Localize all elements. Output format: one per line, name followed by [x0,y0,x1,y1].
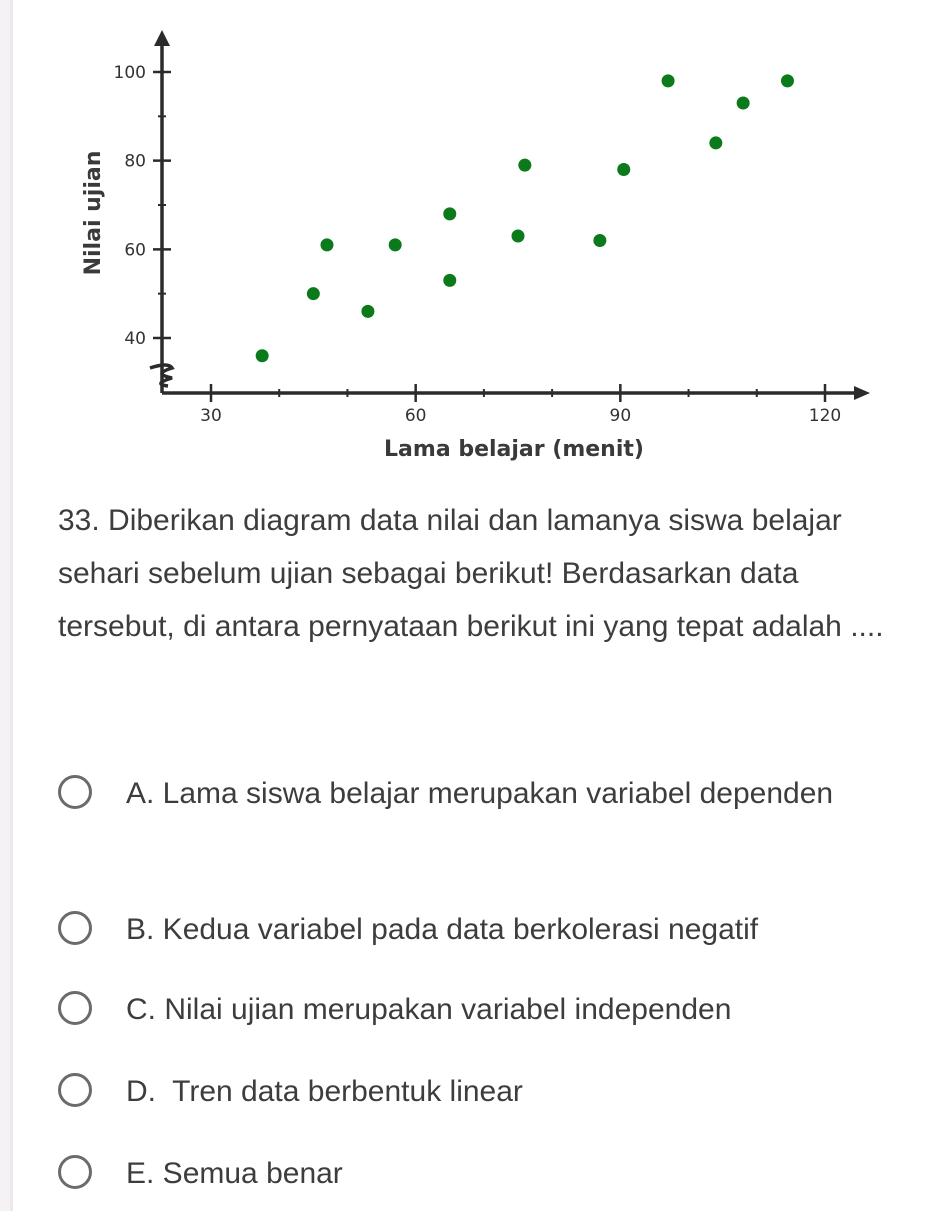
option-e-label: E. Semua benar [126,1157,343,1190]
svg-text:120: 120 [808,406,842,426]
question-text: 33. Diberikan diagram data nilai dan lamanya siswa belajar sehari sebelum ujian sebagai berikut! Berdasarkan data tersebut, di antara pernyataan berikut ini yang tepat adalah .... [58,504,884,643]
option-c-label: C. Nilai ujian merupakan variabel independen [126,993,732,1026]
option-e[interactable] [58,1147,898,1200]
option-a-label: A. Lama siswa belajar merupakan variabel dependen [126,777,834,810]
option-c[interactable] [58,983,898,1036]
radio-circle-icon[interactable] [58,1073,92,1107]
option-b[interactable] [58,903,898,956]
svg-text:30: 30 [200,406,222,426]
radio-circle-icon[interactable] [58,991,92,1025]
svg-text:Lama belajar (menit): Lama belajar (menit) [384,437,644,462]
radio-circle-icon[interactable] [58,1155,92,1189]
option-d[interactable] [58,1065,898,1118]
svg-text:40: 40 [124,329,146,349]
svg-text:80: 80 [124,151,146,172]
svg-text:60: 60 [404,406,427,426]
radio-circle-icon[interactable] [58,775,92,809]
svg-text:90: 90 [609,406,632,426]
scatter-chart [0,0,926,470]
option-a[interactable] [58,767,898,820]
svg-text:60: 60 [124,240,146,261]
svg-text:Nilai ujian: Nilai ujian [81,150,106,276]
radio-circle-icon[interactable] [58,911,92,945]
scatter-plot-svg [0,0,926,470]
option-b-label: B. Kedua variabel pada data berkolerasi negatif [126,913,759,946]
option-d-label: D. Tren data berbentuk linear [126,1075,523,1108]
svg-text:100: 100 [113,63,146,83]
